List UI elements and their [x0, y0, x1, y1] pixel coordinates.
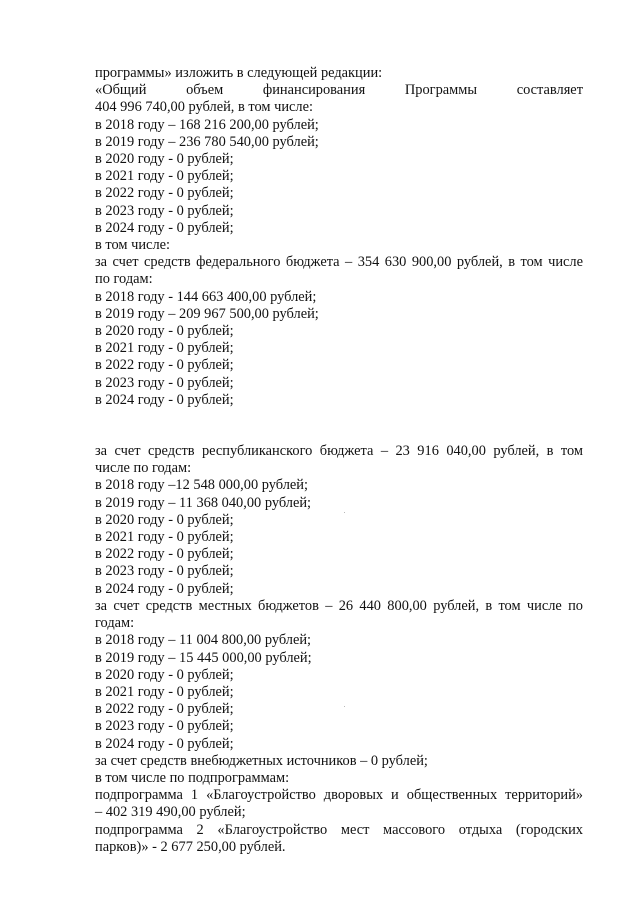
republic-year-2023: в 2023 году - 0 рублей;	[95, 563, 234, 580]
local-year-2020: в 2020 году - 0 рублей;	[95, 666, 234, 683]
federal-budget-line: за счет средств федерального бюджета – 354 630 900,00 рублей, в том числе	[95, 254, 583, 271]
subprogram-2-amount: парков)» - 2 677 250,00 рублей.	[95, 838, 286, 855]
offbudget-line: за счет средств внебюджетных источников – 0 рублей;	[95, 752, 428, 769]
total-year-2020: в 2020 году - 0 рублей;	[95, 151, 234, 168]
local-budget-line: за счет средств местных бюджетов – 26 440 800,00 рублей, в том числе по	[95, 597, 583, 614]
subprograms-label: в том числе по подпрограммам:	[95, 769, 290, 786]
federal-year-2019: в 2019 году – 209 967 500,00 рублей;	[95, 305, 319, 322]
total-year-2021: в 2021 году - 0 рублей;	[95, 168, 234, 185]
federal-year-2022: в 2022 году - 0 рублей;	[95, 357, 234, 374]
republic-year-2021: в 2021 году - 0 рублей;	[95, 529, 234, 546]
subprogram-1-amount: – 402 319 490,00 рублей;	[95, 804, 246, 821]
subprogram-2-line: подпрограмма 2 «Благоустройство мест массового отдыха (городских	[95, 821, 583, 838]
federal-year-2018: в 2018 году - 144 663 400,00 рублей;	[95, 288, 317, 305]
including-label: в том числе:	[95, 237, 171, 254]
intro-line: программы» изложить в следующей редакции:	[95, 65, 383, 81]
total-year-2019: в 2019 году – 236 780 540,00 рублей;	[95, 133, 319, 150]
total-financing-amount: 404 996 740,00 рублей, в том числе:	[95, 99, 313, 116]
republic-year-2020: в 2020 году - 0 рублей;	[95, 511, 234, 528]
local-year-2022: в 2022 году - 0 рублей;	[95, 701, 234, 718]
scan-speck	[344, 706, 345, 707]
paragraph-gap	[95, 409, 583, 443]
total-financing-line: «Общий объем финансирования Программы составляет	[95, 82, 583, 99]
republic-year-2018: в 2018 году –12 548 000,00 рублей;	[95, 477, 308, 494]
federal-budget-by-years: по годам:	[95, 271, 153, 288]
local-year-2019: в 2019 году – 15 445 000,00 рублей;	[95, 649, 312, 666]
federal-year-2023: в 2023 году - 0 рублей;	[95, 374, 234, 391]
subprogram-1-line: подпрограмма 1 «Благоустройство дворовых и общественных территорий»	[95, 787, 583, 804]
federal-year-2020: в 2020 году - 0 рублей;	[95, 323, 234, 340]
federal-year-2021: в 2021 году - 0 рублей;	[95, 340, 234, 357]
local-year-2023: в 2023 году - 0 рублей;	[95, 718, 234, 735]
republic-year-2022: в 2022 году - 0 рублей;	[95, 546, 234, 563]
republic-year-2024: в 2024 году - 0 рублей;	[95, 580, 234, 597]
local-budget-by-years: годам:	[95, 615, 135, 632]
total-year-2023: в 2023 году - 0 рублей;	[95, 202, 234, 219]
local-year-2024: в 2024 году - 0 рублей;	[95, 735, 234, 752]
federal-year-2024: в 2024 году - 0 рублей;	[95, 391, 234, 408]
local-year-2021: в 2021 году - 0 рублей;	[95, 683, 234, 700]
scan-speck	[344, 512, 345, 513]
total-year-2022: в 2022 году - 0 рублей;	[95, 185, 234, 202]
republic-budget-line: за счет средств республиканского бюджета – 23 916 040,00 рублей, в том	[95, 443, 583, 460]
document-page	[95, 65, 583, 856]
republic-budget-by-years: числе по годам:	[95, 460, 192, 477]
total-year-2024: в 2024 году - 0 рублей;	[95, 219, 234, 236]
republic-year-2019: в 2019 году – 11 368 040,00 рублей;	[95, 494, 312, 511]
total-year-2018: в 2018 году – 168 216 200,00 рублей;	[95, 116, 319, 133]
local-year-2018: в 2018 году – 11 004 800,00 рублей;	[95, 632, 312, 649]
